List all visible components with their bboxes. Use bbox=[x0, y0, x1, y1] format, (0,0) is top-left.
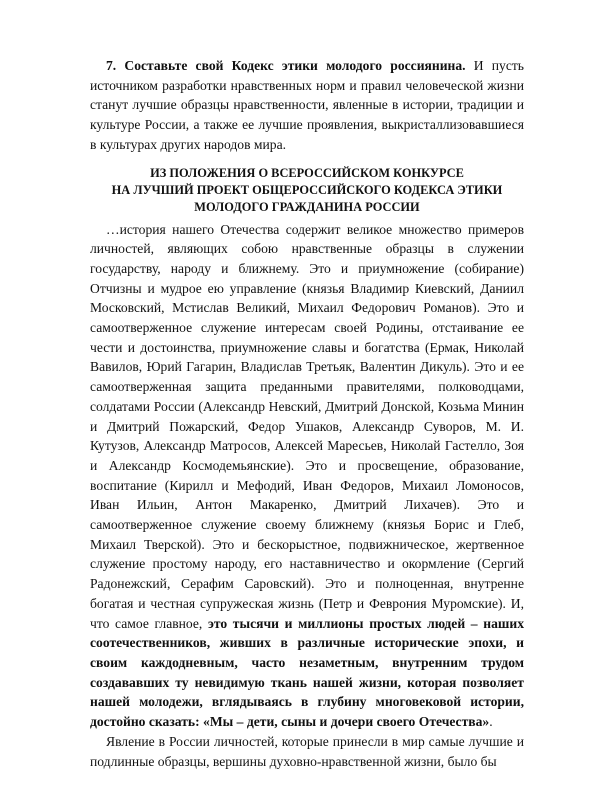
heading-line-3: МОЛОДОГО ГРАЖДАНИНА РОССИИ bbox=[194, 199, 420, 214]
body-paragraph-1 bbox=[90, 220, 524, 732]
section-heading bbox=[90, 165, 524, 216]
task-lead: 7. Составьте свой Кодекс этики молодого россиянина. bbox=[106, 58, 466, 73]
body-paragraph-2 bbox=[90, 732, 524, 771]
document-page bbox=[90, 56, 524, 771]
body-bold-text: это тысячи и миллионы простых людей – наших соотечественников, живших в различные исторические эпохи, и своим каждодневным, часто незаметным, внутренним трудом создававших ту невидимую ткань нашей жизни, которая позволяет нашей молодежи, вглядываясь в глубину многовековой истории, достойно сказать: «Мы – дети, сыны и дочери своего Отечества» bbox=[90, 615, 524, 730]
body-text: …история нашего Отечества содержит великое множество примеров личностей, являющих собою нравственные образцы в служении государству, народу и ближнему. Это и приумножение (собирание) Отчизны и мудрое ею управление (князья Владимир Киевский, Даниил Московский, Мстислав Великий, Михаил Федорович Романов). Это и самоотверженное служение интересам своей Родины, отстаивание ее чести и достоинства, приумножение славы и богатства (Ермак, Николай Вавилов, Юрий Гагарин, Владислав Третьяк, Валентин Дикуль). Это и ее самоотверженная защита преданными правителями, полководцами, солдатами России (Александр Невский, Дмитрий Донской, Козьма Минин и Дмитрий Пожарский, Федор Ушаков, Александр Суворов, М. И. Кутузов, Александр Матросов, Алексей Маресьев, Николай Гастелло, Зоя и Александр Космодемьянские). Это и просвещение, образование, воспитание (Кирилл и Мефодий, Иван Федоров, Михаил Ломоносов, Иван Ильин, Антон Макаренко, Дмитрий Лихачев). Это и самоотверженное служение своему ближнему (князья Борис и Глеб, Михаил Тверской). Это и бескорыстное, подвижническое, жертвенное служение простому народу, его наставничество и окормление (Сергий Радонежский, Серафим Саровский). Это и полноценная, внутренне богатая и честная супружеская жизнь (Петр и Феврония Муромские). И, что самое главное, bbox=[90, 221, 524, 631]
body-text-2: Явление в России личностей, которые принесли в мир самые лучшие и подлинные образцы, вершины духовно-нравственной жизни, было бы bbox=[90, 733, 524, 769]
task-paragraph bbox=[90, 56, 524, 155]
task-text: И пусть источником разработки нравственных норм и правил человеческой жизни станут лучшие образцы нравственности, явленные в истории, традиции и культуре России, а также ее лучшие проявления, выкристаллизовавшиеся в культурах других народов мира. bbox=[90, 58, 525, 152]
heading-line-2: НА ЛУЧШИЙ ПРОЕКТ ОБЩЕРОССИЙСКОГО КОДЕКСА ЭТИКИ bbox=[111, 182, 503, 197]
heading-line-1: ИЗ ПОЛОЖЕНИЯ О ВСЕРОССИЙСКОМ КОНКУРСЕ bbox=[150, 165, 464, 180]
body-end-punctuation: . bbox=[489, 714, 493, 730]
